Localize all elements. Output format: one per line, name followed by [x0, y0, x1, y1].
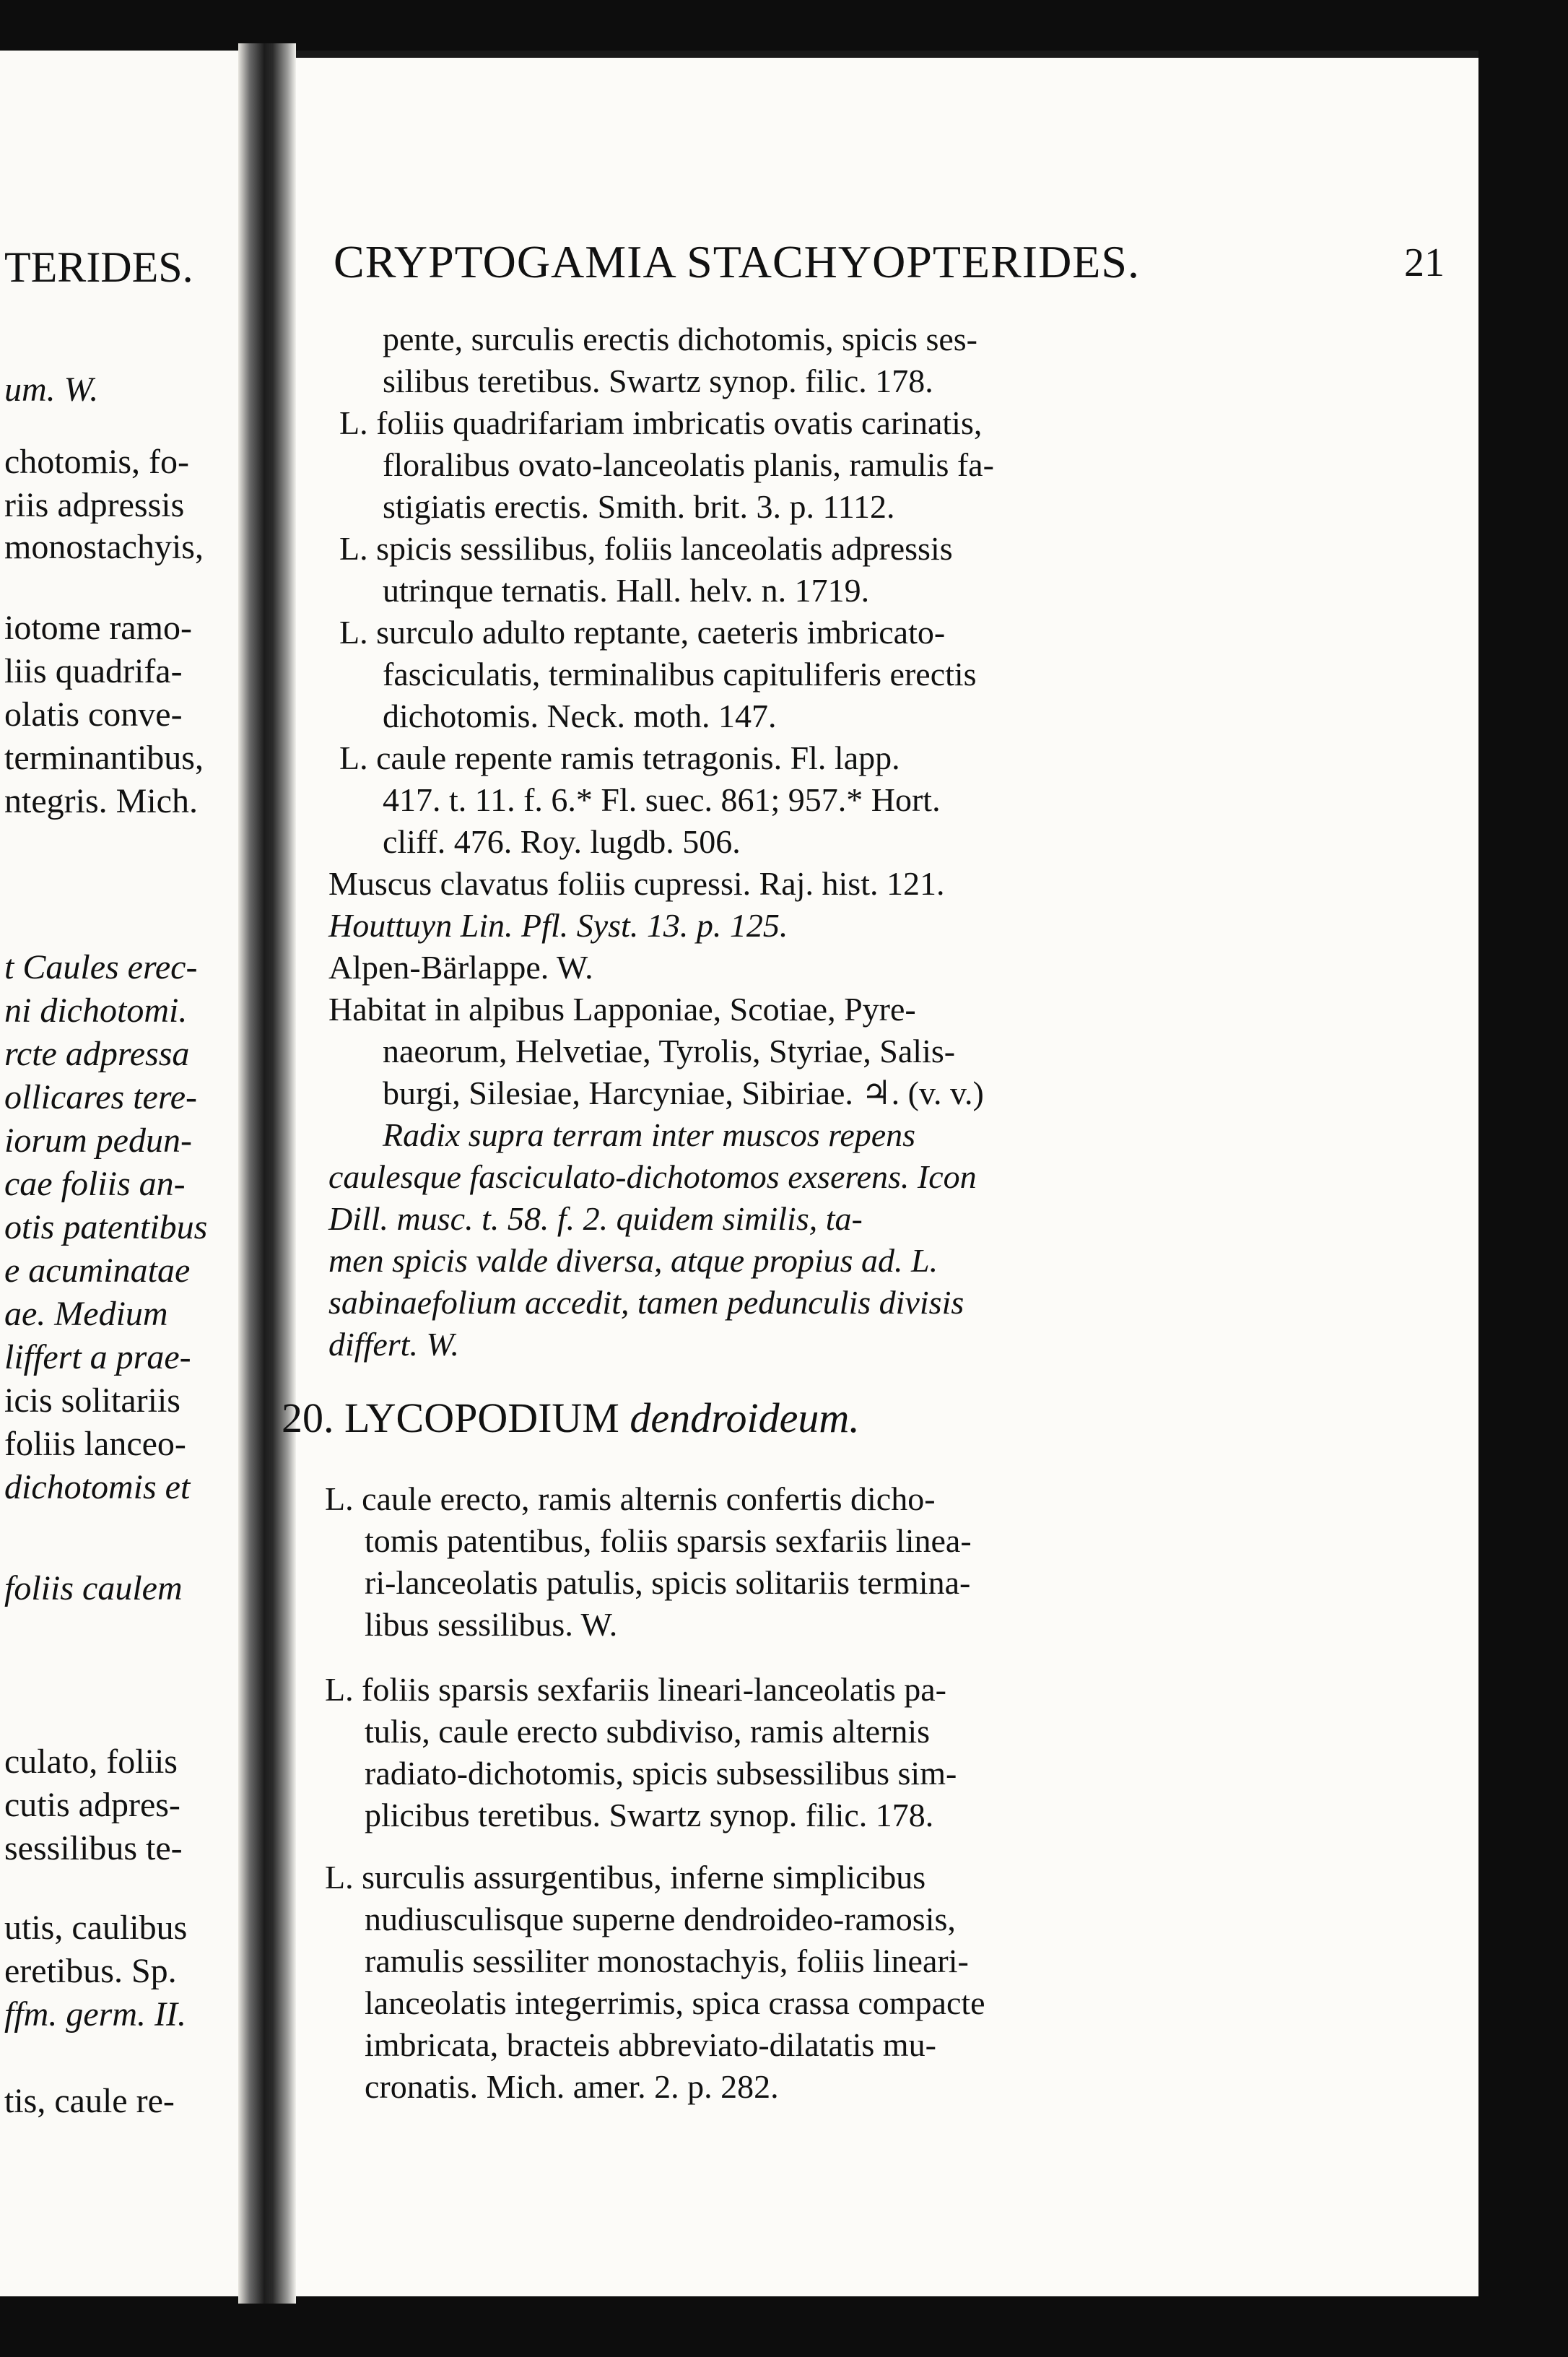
scan-border-top — [0, 0, 1568, 51]
text-line: Alpen-Bärlappe. W. — [328, 949, 593, 986]
species-heading — [282, 1394, 860, 1442]
text-line: nudiusculisque superne dendroideo-ramosis, — [365, 1901, 956, 1937]
text-line: Radix supra terram inter muscos repens — [383, 1116, 916, 1153]
left-line: cae foliis an- — [4, 1165, 186, 1203]
left-line: t Caules erec- — [4, 948, 198, 986]
scan-border-right — [1478, 0, 1568, 2357]
left-line: liffert a prae- — [4, 1338, 191, 1376]
text-line: Habitat in alpibus Lapponiae, Scotiae, Pyre- — [328, 991, 916, 1028]
left-line: olatis conve- — [4, 695, 183, 734]
left-line: icis solitariis — [4, 1381, 180, 1420]
running-title: CRYPTOGAMIA STACHYOPTERIDES. — [334, 236, 1140, 287]
left-line: culato, foliis — [4, 1742, 178, 1781]
text-line: L. foliis sparsis sexfariis lineari-lanceolatis pa- — [325, 1671, 946, 1708]
left-line: otis patentibus — [4, 1208, 208, 1246]
text-line: silibus teretibus. Swartz synop. filic. 178. — [383, 363, 933, 399]
left-line: ollicares tere- — [4, 1078, 198, 1116]
text-line: pente, surculis erectis dichotomis, spicis ses- — [383, 321, 978, 357]
left-line: terminantibus, — [4, 739, 204, 777]
text-line: L. spicis sessilibus, foliis lanceolatis adpressis — [339, 530, 953, 567]
left-line: ni dichotomi. — [4, 991, 188, 1030]
left-line: eretibus. Sp. — [4, 1952, 177, 1990]
text-line: Muscus clavatus foliis cupressi. Raj. hist. 121. — [328, 865, 945, 902]
text-line: sabinaefolium accedit, tamen pedunculis divisis — [328, 1284, 964, 1321]
text-line: utrinque ternatis. Hall. helv. n. 1719. — [383, 572, 870, 609]
text-line: Dill. musc. t. 58. f. 2. quidem similis, ta- — [328, 1200, 863, 1237]
page-number: 21 — [1404, 240, 1445, 285]
left-line: iorum pedun- — [4, 1121, 192, 1160]
text-line: naeorum, Helvetiae, Tyrolis, Styriae, Salis- — [383, 1033, 956, 1069]
text-line: men spicis valde diversa, atque propius ad. L. — [328, 1242, 938, 1279]
left-line: liis quadrifa- — [4, 652, 183, 690]
text-line: plicibus teretibus. Swartz synop. filic. 178. — [365, 1797, 934, 1833]
left-line: monostachyis, — [4, 528, 204, 566]
left-line: ntegris. Mich. — [4, 782, 198, 820]
text-line: tomis patentibus, foliis sparsis sexfariis linea- — [365, 1522, 972, 1559]
text-line: dichotomis. Neck. moth. 147. — [383, 698, 777, 734]
text-line: L. surculis assurgentibus, inferne simplicibus — [325, 1859, 926, 1896]
left-line: iotome ramo- — [4, 609, 192, 647]
text-line: L. surculo adulto reptante, caeteris imbricato- — [339, 614, 946, 651]
species-epithet: dendroideum. — [630, 1394, 860, 1441]
text-line: L. caule erecto, ramis alternis confertis dicho- — [325, 1480, 936, 1517]
left-line: ae. Medium — [4, 1295, 168, 1333]
text-line: cliff. 476. Roy. lugdb. 506. — [383, 823, 741, 860]
text-line: stigiatis erectis. Smith. brit. 3. p. 1112. — [383, 488, 895, 525]
text-line: differt. W. — [328, 1326, 460, 1363]
species-genus: LYCOPODIUM — [344, 1394, 619, 1441]
left-line: rcte adpressa — [4, 1035, 190, 1073]
text-line: imbricata, bracteis abbreviato-dilatatis mu- — [365, 2026, 936, 2063]
text-line: cronatis. Mich. amer. 2. p. 282. — [365, 2068, 779, 2105]
left-line: sessilibus te- — [4, 1829, 183, 1867]
left-line: cutis adpres- — [4, 1786, 180, 1824]
left-line: riis adpressis — [4, 486, 185, 524]
text-line: floralibus ovato-lanceolatis planis, ramulis fa- — [383, 446, 994, 483]
text-line: caulesque fasciculato-dichotomos exserens. Icon — [328, 1158, 977, 1195]
text-line: ramulis sessiliter monostachyis, foliis lineari- — [365, 1943, 969, 1979]
text-line: L. caule repente ramis tetragonis. Fl. lapp. — [339, 739, 900, 776]
left-line: dichotomis et — [4, 1468, 191, 1506]
text-line: libus sessilibus. W. — [365, 1606, 618, 1643]
text-line: L. foliis quadrifariam imbricatis ovatis carinatis, — [339, 404, 983, 441]
species-number: 20. — [282, 1394, 334, 1441]
left-line: TERIDES. — [4, 246, 193, 289]
left-line: chotomis, fo- — [4, 443, 189, 481]
left-line: tis, caule re- — [4, 2082, 175, 2120]
left-line: foliis lanceo- — [4, 1425, 186, 1463]
left-line: foliis caulem — [4, 1569, 183, 1607]
text-line: lanceolatis integerrimis, spica crassa compacte — [365, 1984, 985, 2021]
text-line: tulis, caule erecto subdiviso, ramis alternis — [365, 1713, 931, 1750]
text-line: 417. t. 11. f. 6.* Fl. suec. 861; 957.* Hort. — [383, 781, 941, 818]
right-page — [282, 58, 1478, 2296]
left-line: utis, caulibus — [4, 1909, 188, 1947]
scan-border-bottom — [0, 2296, 1568, 2357]
book-gutter — [238, 43, 296, 2304]
left-line: e acuminatae — [4, 1251, 191, 1290]
left-line: um. W. — [4, 370, 99, 409]
text-line: radiato-dichotomis, spicis subsessilibus sim- — [365, 1755, 957, 1792]
left-page — [0, 51, 238, 2296]
text-line: ri-lanceolatis patulis, spicis solitariis termina- — [365, 1564, 971, 1601]
text-line: Houttuyn Lin. Pfl. Syst. 13. p. 125. — [328, 907, 788, 944]
text-line: burgi, Silesiae, Harcyniae, Sibiriae. ♃. (v. v.) — [383, 1075, 984, 1111]
left-line: ffm. germ. II. — [4, 1995, 186, 2033]
text-line: fasciculatis, terminalibus capituliferis erectis — [383, 656, 977, 693]
